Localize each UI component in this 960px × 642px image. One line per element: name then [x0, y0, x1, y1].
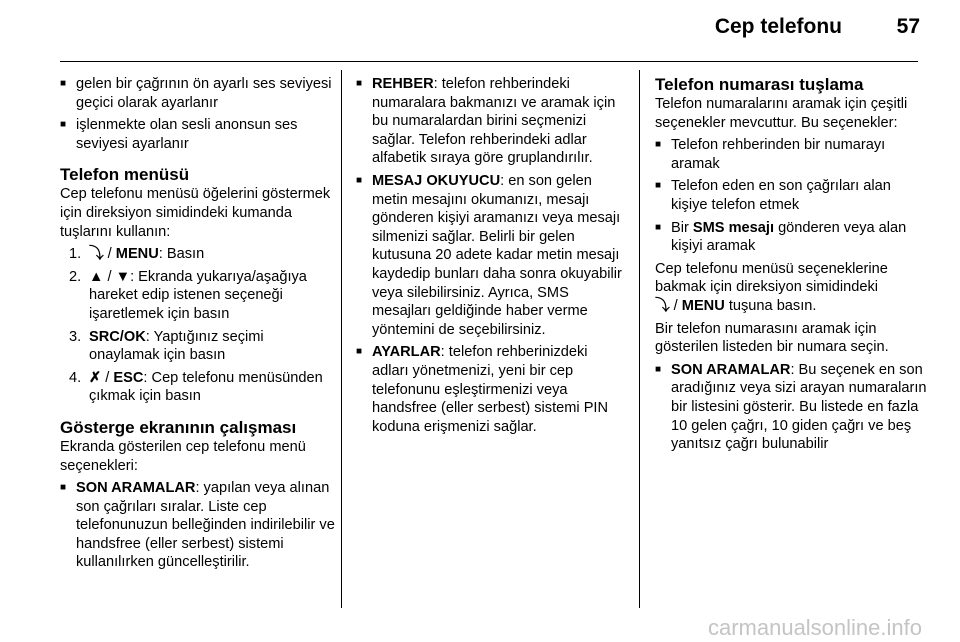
list-item: [356, 343, 628, 436]
list-item: ■ işlenmekte olan sesli anonsun ses seviyesi ayarlanır: [60, 116, 335, 153]
dialing-intro: Telefon numaralarını aramak için çeşitli seçenekler mevcuttur. Bu seçenekler:: [655, 96, 908, 131]
item-text: : telefon rehberindeki numaralara bakmanızı ve aramak için bu numaralardan birini seçmenizi sağlar. Telefon rehberindeki adlar alfabetik sıraya göre gruplandırılır.: [372, 76, 616, 167]
item-text: : en son gelen metin mesajını okumanızı, mesajı gönderen kişiyi aramanızı veya mesajı silmenizi sağlar. Belirli bir gelen kutusuna 20 adete kadar metin mesajı kaydedip bunları daha sonra okuyabilir veya silebilirsiniz. Ayrıca, SMS mesajları geldiğinde haber verme yöntemini de seçebilirsiniz.: [372, 172, 622, 338]
section-heading-dialing: Telefon numarası tuşlama: [655, 75, 864, 94]
separator: /: [103, 268, 116, 285]
item-text: : Bu seçenek en son aradığınız veya sizi arayan numaraların bir listesini gösterir. Bu listede en fazla 10 gelen çağrı, 10 giden çağrı ve beş yanıtsız çağrı bulunabilir: [671, 361, 927, 453]
list-item: [655, 136, 927, 173]
menu-instruction: [655, 260, 927, 316]
key-label: MENU: [115, 246, 159, 263]
step-item: [60, 369, 335, 406]
step-item: [60, 328, 335, 365]
list-item: [356, 75, 628, 168]
key-label: MENU: [681, 297, 725, 314]
phone-call-icon: ⤵: [89, 246, 104, 263]
section-heading-display: Gösterge ekranının çalışması: [60, 417, 297, 437]
key-label: SRC/OK: [89, 328, 146, 345]
step-text: : Yaptığınız seçimi onaylamak için basın: [89, 328, 264, 364]
step-text: : Ekranda yukarıya/aşağıya hareket edip istenen seçeneği işaretlemek için basın: [89, 268, 307, 322]
menu-intro: Cep telefonu menüsü öğelerini göstermek için direksiyon simidindeki kumanda tuşlarını kullanın:: [60, 186, 331, 240]
list-item: [655, 361, 927, 454]
separator: /: [101, 369, 114, 386]
page-title: Cep telefonu: [714, 15, 842, 38]
item-prefix: Bir: [671, 219, 693, 236]
step-number: 2.: [69, 268, 82, 285]
step-item: [60, 245, 335, 264]
separator: /: [103, 246, 116, 263]
step-text: : Basın: [158, 246, 205, 263]
para-text: tuşuna basın.: [724, 297, 817, 314]
column-1: [60, 75, 335, 576]
column-2: [356, 75, 628, 440]
step-number: 4.: [69, 369, 82, 386]
column-3: [655, 75, 927, 458]
list-item: [655, 219, 927, 256]
key-label: MESAJ OKUYUCU: [372, 172, 501, 189]
page-number: 57: [896, 15, 920, 38]
key-label: SON ARAMALAR: [671, 361, 791, 378]
item-text: Telefon eden en son çağrıları alan kişiye telefon etmek: [671, 178, 891, 213]
para-text: Cep telefonu menüsü seçeneklerine bakmak için direksiyon simidindeki: [655, 260, 888, 296]
item-text: : yapılan veya alınan son çağrıları sıralar. Liste cep telefonunuzun belleğinden indirilebilir ve handsfree (eller serbest) sistemi kullanılırken güncelleştirilir.: [76, 480, 335, 571]
arrow-up-icon: ▲: [89, 268, 104, 285]
column-divider-1: [341, 70, 342, 608]
list-item: [356, 172, 628, 339]
item-text: gönderen veya alan kişiyi aramak: [671, 219, 907, 255]
list-item: ■ gelen bir çağrının ön ayarlı ses seviyesi geçici olarak ayarlanır: [60, 75, 335, 112]
list-item: [60, 479, 335, 572]
step-item: [60, 268, 335, 324]
key-label: REHBER: [372, 76, 434, 92]
hang-up-icon: ✗: [89, 369, 102, 386]
display-intro: Ekranda gösterilen cep telefonu menü seçenekleri:: [60, 438, 306, 474]
list-item: [655, 177, 927, 214]
separator: /: [669, 297, 682, 314]
header-rule: [60, 61, 918, 62]
step-number: 3.: [69, 328, 82, 345]
key-label: ESC: [113, 369, 144, 386]
select-instruction: Bir telefon numarasını aramak için gösterilen listeden bir numara seçin.: [655, 320, 889, 356]
phone-call-icon: ⤵: [655, 297, 670, 314]
column-divider-2: [639, 70, 640, 608]
key-label: SMS mesajı: [692, 219, 775, 236]
item-text: : telefon rehberinizdeki adları yönetmenizi, yeni bir cep telefonunu eşleştirmenizi veya handsfree (eller serbest) sistemi PIN koduna erişmenizi sağlar.: [372, 344, 609, 435]
item-text: Telefon rehberinden bir numarayı aramak: [671, 137, 886, 172]
watermark: carmanualsonline.info: [707, 615, 922, 640]
step-number: 1.: [69, 246, 82, 263]
arrow-down-icon: ▼: [115, 268, 131, 285]
section-heading-phone-menu: Telefon menüsü: [60, 165, 190, 185]
step-text: : Cep telefonu menüsünden çıkmak için basın: [89, 369, 323, 405]
key-label: AYARLAR: [372, 344, 441, 361]
key-label: SON ARAMALAR: [76, 480, 196, 497]
